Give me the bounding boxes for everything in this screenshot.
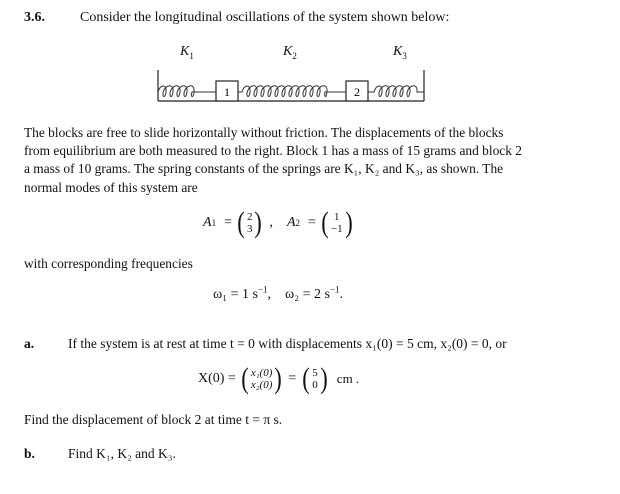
mode-a1-vector: 2 3 — [246, 211, 253, 235]
part-a-question: Find the displacement of block 2 at time t = π s. — [24, 412, 283, 427]
spring-k1 — [158, 86, 216, 97]
x0-values: 5 0 — [312, 367, 318, 391]
omega-1: ω₁ = 1 s — [213, 287, 258, 302]
x0-vector: x₁(0) x₂(0) — [250, 367, 273, 391]
spring-k2 — [238, 86, 346, 97]
part-a-text: If the system is at rest at time t = 0 with displacements x₁(0) = 5 cm, x₂(0) = 0, or — [68, 336, 507, 351]
frequency-intro: with corresponding frequencies — [24, 256, 193, 271]
spring-label-k2: $K_2$ — [283, 44, 297, 61]
block-2-label: 2 — [354, 85, 360, 99]
description-line: The blocks are free to slide horizontally without friction. The displacements of the blocks — [24, 125, 504, 140]
omega-2: ω₂ = 2 s — [285, 287, 330, 302]
description-line: a mass of 10 grams. The spring constants of the springs are K₁, K₂ and K₃, as shown. The — [24, 161, 504, 177]
problem-number: 3.6. — [24, 10, 45, 25]
spring-mass-diagram — [150, 64, 440, 106]
mode-a2-vector: 1 −1 — [330, 211, 343, 235]
normal-modes-equation: A 1 = ( 2 3 ) , A 2 = ( 1 −1 ) — [203, 206, 353, 239]
initial-condition-equation: X(0) = ( x₁(0) x₂(0) ) = ( 5 0 ) cm . — [198, 362, 360, 395]
mode-a2-symbol: A — [286, 215, 296, 230]
spring-label-k3: $K_3$ — [393, 44, 407, 61]
part-a-label: a. — [24, 336, 35, 351]
description-line: from equilibrium are both measured to the right. Block 1 has a mass of 15 grams and block 2 — [24, 143, 522, 159]
spring-label-k1: $K_1$ — [180, 44, 194, 61]
part-b-label: b. — [24, 446, 35, 461]
block-1-label: 1 — [224, 85, 230, 99]
problem-intro: Consider the longitudinal oscillations of the system shown below: — [80, 10, 450, 25]
frequencies-equation: ω₁ = 1 $s^{-1}$, ω₂ = 2 $s^{-1}$. — [213, 284, 344, 302]
description-paragraph — [24, 124, 584, 197]
description-line: normal modes of this system are — [24, 179, 198, 195]
mode-a1-symbol: A — [203, 215, 212, 230]
part-b-text: Find K₁, K₂ and K₃. — [68, 446, 176, 461]
spring-k3 — [368, 86, 424, 97]
